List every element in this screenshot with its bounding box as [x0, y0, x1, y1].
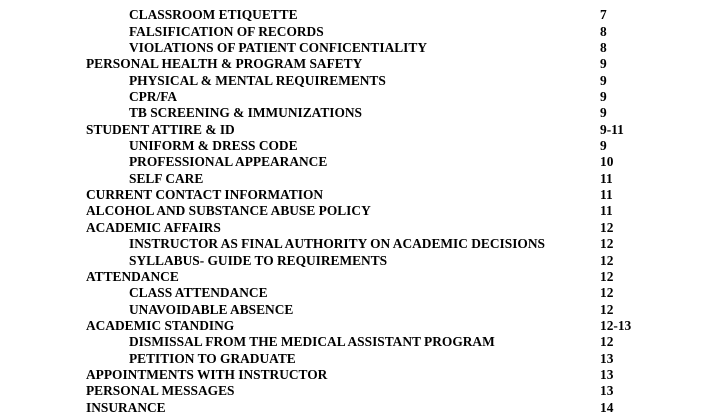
toc-subentry	[0, 40, 728, 56]
toc-page-number: 9	[600, 138, 607, 154]
toc-entry-title: ACADEMIC STANDING	[86, 317, 235, 333]
toc-subentry	[0, 138, 728, 154]
toc-subentry	[0, 253, 728, 269]
toc-subentry	[0, 236, 728, 252]
toc-entry	[0, 383, 728, 399]
toc-subentry	[0, 302, 728, 318]
toc-subentry	[0, 0, 728, 7]
toc-page-number: 11	[600, 187, 613, 203]
toc-page-number: 9	[600, 89, 607, 105]
toc-page-number: 13	[600, 350, 614, 366]
toc-entry-title: TB SCREENING & IMMUNIZATIONS	[129, 105, 363, 121]
toc-entry-title: PERSONAL MESSAGES	[86, 383, 235, 399]
toc-entry-title: INSURANCE	[86, 399, 166, 415]
toc-entry-title: UNIFORM & DRESS CODE	[129, 138, 298, 154]
toc-page-number: 12	[600, 334, 614, 350]
toc-entry-title: UNAVOIDABLE ABSENCE	[129, 301, 294, 317]
toc-page-number: 8	[600, 40, 607, 56]
toc-subentry	[0, 285, 728, 301]
toc-entry-title: DISMISSAL FROM THE MEDICAL ASSISTANT PROGRAM	[129, 334, 495, 350]
toc-subentry	[0, 334, 728, 350]
toc-subentry	[0, 171, 728, 187]
toc-entry	[0, 56, 728, 72]
toc-entry	[0, 187, 728, 203]
toc-entry	[0, 220, 728, 236]
toc-page-number: 13	[600, 366, 614, 382]
toc-entry-title: SELF CARE	[129, 170, 204, 186]
toc-entry-title: FALSIFICATION OF RECORDS	[129, 23, 324, 39]
toc-page-number: 14	[600, 399, 614, 415]
toc-page-number: 12	[600, 268, 614, 284]
toc-entry-title: VIOLATIONS OF PATIENT CONFICENTIALITY	[129, 40, 427, 56]
toc-entry-title: SYLLABUS- GUIDE TO REQUIREMENTS	[129, 252, 388, 268]
toc-subentry	[0, 89, 728, 105]
toc-entry-title: ALCOHOL AND SUBSTANCE ABUSE POLICY	[86, 203, 371, 219]
toc-subentry	[0, 105, 728, 121]
toc-entry	[0, 122, 728, 138]
toc-entry-title: CLASS ATTENDANCE	[129, 285, 268, 301]
toc-entry-title: PROFESSIONAL APPEARANCE	[129, 154, 328, 170]
toc-subentry	[0, 154, 728, 170]
toc-subentry	[0, 24, 728, 40]
toc-subentry	[0, 7, 728, 23]
toc-page-number: 13	[600, 383, 614, 399]
toc-page-number: 8	[600, 23, 607, 39]
toc-page-number: 9	[600, 72, 607, 88]
toc-page-number: 7	[600, 7, 607, 23]
toc-entry-title: CLASSROOM ETIQUETTE	[129, 7, 298, 23]
toc-entry-title: ACADEMIC AFFAIRS	[86, 219, 221, 235]
toc-page-number: 11	[600, 170, 613, 186]
toc-entry-title: INSTRUCTOR AS FINAL AUTHORITY ON ACADEMIC DECISIONS	[129, 236, 545, 252]
toc-page-number: 12	[600, 252, 614, 268]
toc-entry-title: PERSONAL HEALTH & PROGRAM SAFETY	[86, 56, 363, 72]
toc-page-number: 12	[600, 301, 614, 317]
toc-page-number: 10	[600, 154, 614, 170]
toc-entry	[0, 269, 728, 285]
toc-page-number: 9-11	[600, 121, 624, 137]
toc-entry	[0, 203, 728, 219]
toc-entry	[0, 367, 728, 383]
toc-page-number: 11	[600, 203, 613, 219]
toc-page-number: 12-13	[600, 317, 632, 333]
toc-subentry	[0, 73, 728, 89]
toc-page-number: 12	[600, 219, 614, 235]
toc-entry	[0, 318, 728, 334]
toc-page-number: 9	[600, 105, 607, 121]
toc-entry-title: APPOINTMENTS WITH INSTRUCTOR	[86, 366, 328, 382]
toc-entry-title: ATTENDANCE	[86, 268, 179, 284]
toc-entry	[0, 400, 728, 416]
toc-entry-title: CPR/FA	[129, 89, 178, 105]
toc-entry-title: CURRENT CONTACT INFORMATION	[86, 187, 324, 203]
toc-subentry	[0, 351, 728, 367]
toc-page-number: 12	[600, 285, 614, 301]
toc-page-number: 9	[600, 56, 607, 72]
toc-page-number: 12	[600, 236, 614, 252]
toc-entry-title: PHYSICAL & MENTAL REQUIREMENTS	[129, 72, 386, 88]
toc-entry-title: PETITION TO GRADUATE	[129, 350, 296, 366]
toc-entry-title: STUDENT ATTIRE & ID	[86, 121, 235, 137]
